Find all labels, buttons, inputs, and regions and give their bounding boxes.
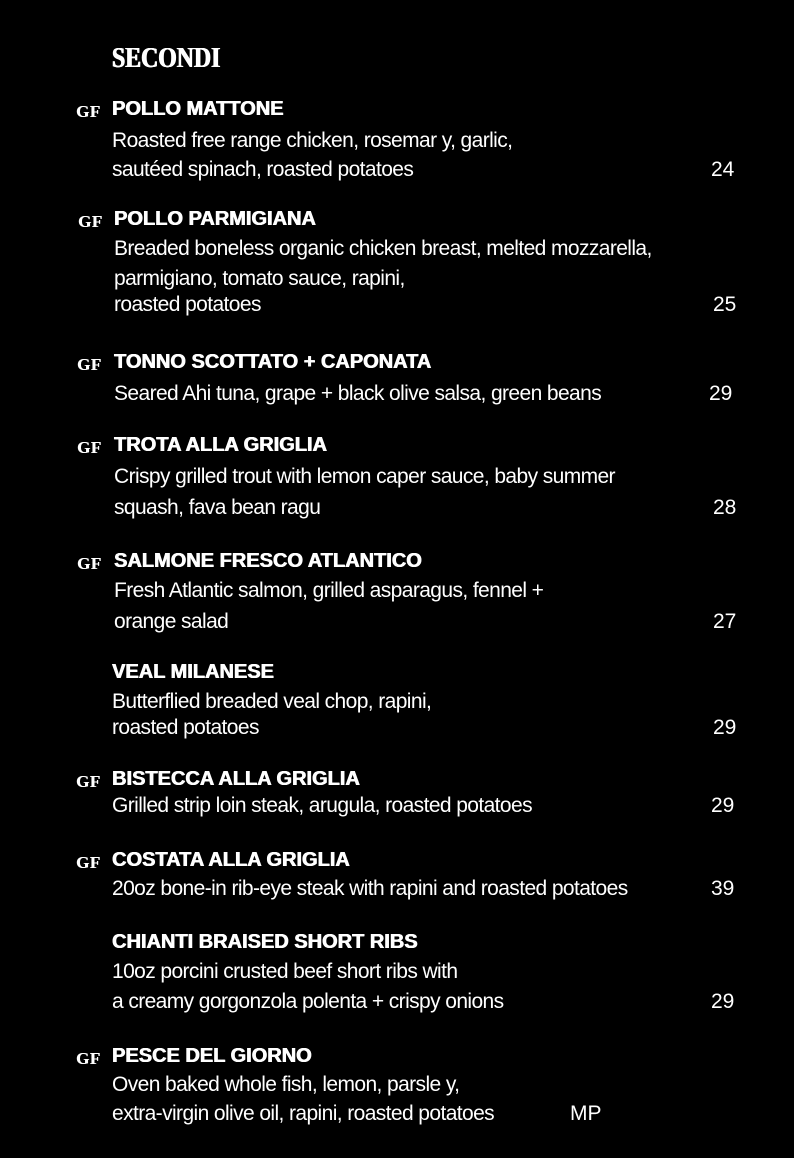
item-description-line: orange salad <box>114 610 229 633</box>
item-description-line: a creamy gorgonzola polenta + crispy onions <box>112 990 504 1013</box>
item-description-line: Roasted free range chicken, rosemar y, garlic, <box>112 129 513 152</box>
item-price: 24 <box>711 158 735 181</box>
item-price: 39 <box>711 877 735 900</box>
item-price: 29 <box>713 716 737 739</box>
item-name: BISTECCA ALLA GRIGLIA <box>112 768 360 790</box>
item-description-line: sautéed spinach, roasted potatoes <box>112 158 414 181</box>
item-description-line: squash, fava bean ragu <box>114 496 321 519</box>
item-description-line: extra-virgin olive oil, rapini, roasted potatoes <box>112 1102 495 1125</box>
item-price: 29 <box>709 382 733 405</box>
item-price: MP <box>570 1102 602 1125</box>
item-name: TROTA ALLA GRIGLIA <box>114 434 327 456</box>
item-description-line: Seared Ahi tuna, grape + black olive salsa, green beans <box>114 382 602 405</box>
item-name: PESCE DEL GIORNO <box>112 1045 312 1067</box>
item-name: COSTATA ALLA GRIGLIA <box>112 849 350 871</box>
item-description-line: 10oz porcini crusted beef short ribs with <box>112 960 458 983</box>
gluten-free-badge: GF <box>77 355 102 374</box>
item-price: 27 <box>713 610 737 633</box>
gluten-free-badge: GF <box>76 1049 101 1068</box>
gluten-free-badge: GF <box>77 438 102 457</box>
section-title: SECONDI <box>112 42 221 74</box>
item-name: CHIANTI BRAISED SHORT RIBS <box>112 931 418 953</box>
gluten-free-badge: GF <box>78 212 103 231</box>
item-description-line: Breaded boneless organic chicken breast, melted mozzarella, <box>114 237 652 260</box>
item-description-line: Butterflied breaded veal chop, rapini, <box>112 690 432 713</box>
item-price: 28 <box>713 496 737 519</box>
item-description-line: Crispy grilled trout with lemon caper sauce, baby summer <box>114 465 615 488</box>
item-description-line: Fresh Atlantic salmon, grilled asparagus, fennel + <box>114 579 544 602</box>
item-description-line: parmigiano, tomato sauce, rapini, <box>114 267 405 290</box>
item-price: 29 <box>711 794 735 817</box>
item-name: POLLO PARMIGIANA <box>114 208 316 230</box>
item-price: 29 <box>711 990 735 1013</box>
item-name: TONNO SCOTTATO + CAPONATA <box>114 351 432 373</box>
item-description-line: Oven baked whole fish, lemon, parsle y, <box>112 1073 460 1096</box>
item-name: SALMONE FRESCO ATLANTICO <box>114 550 422 572</box>
item-name: VEAL MILANESE <box>112 661 274 683</box>
gluten-free-badge: GF <box>76 102 101 121</box>
item-description-line: 20oz bone-in rib-eye steak with rapini and roasted potatoes <box>112 877 628 900</box>
item-description-line: Grilled strip loin steak, arugula, roasted potatoes <box>112 794 532 817</box>
item-description-line: roasted potatoes <box>114 293 261 316</box>
item-description-line: roasted potatoes <box>112 716 259 739</box>
item-name: POLLO MATTONE <box>112 98 284 120</box>
gluten-free-badge: GF <box>77 554 102 573</box>
item-price: 25 <box>713 293 737 316</box>
gluten-free-badge: GF <box>76 772 101 791</box>
gluten-free-badge: GF <box>76 853 101 872</box>
